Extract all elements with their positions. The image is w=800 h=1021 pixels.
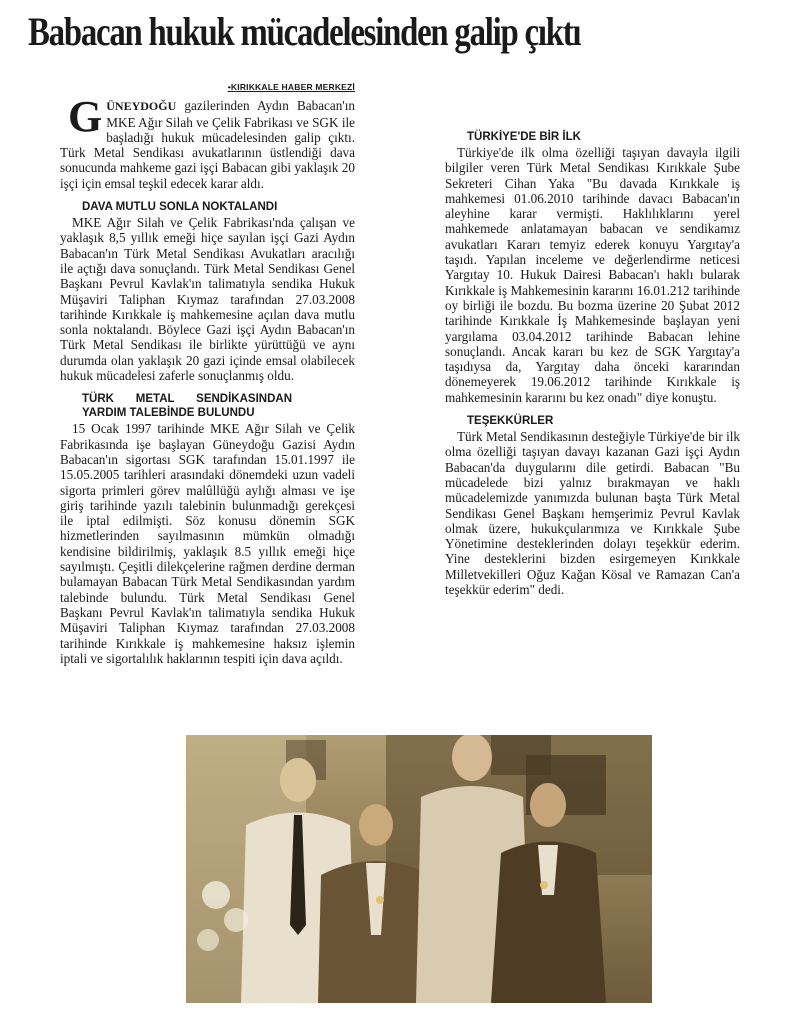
drop-cap: G — [68, 92, 103, 142]
section-1-text: MKE Ağır Silah ve Çelik Fabrikası'nda çalışan ve yaklaşık 8,5 yıllık emeği hiçe sayılan işçi Gazi Aydın Babacan'ın Türk Metal Sendikası Avukatları aracılığı ile açtığı dava sonuçlandı. Türk Metal Sendikası Genel Başkanı Pevrul Kavlak'ın talimatıyla sendika Hukuk Müşaviri Taliphan Kıymaz tarafından 27.03.2008 tarihinde Kırıkkale iş mahkemesine açılan dava mutlu sonla noktalandı. Böylece Gazi işçi Aydın Babacan'ın Türk Metal Sendikası ile birlikte yürüttüğü ve aynı durumda olan yaklaşık 20 gazi içinde emsal olabilecek hukuk mücadelesi zaferle sonuçlanmış oldu. — [60, 215, 355, 384]
section-4-text: Türk Metal Sendikasının desteğiyle Türkiye'de bir ilk olma özelliği taşıyan davayı kazanan Gazi işçi Aydın Babacan'da duygularını dile getirdi. Babacan "Bu mücadelede bizi yalnız bırakmayan ve haklı mücadelemizde yanımızda bulunan başta Türk Metal Sendikası Genel Başkanı hemşerimiz Pevrul Kavlak olmak üzere, hukukçularımıza ve Kırıkkale Şube Yönetimine desteklerinden dolayı teşekkür ederim. Yine desteklerini bizden esirgemeyen Kırıkkale Milletvekilleri Oğuz Kağan Kösal ve Ramazan Can'a teşekkür ederim" dedi. — [445, 429, 740, 598]
news-photo — [186, 735, 652, 1003]
byline: •KIRIKKALE HABER MERKEZİ — [227, 82, 355, 92]
article-column-left — [60, 80, 355, 666]
article-column-right — [445, 78, 740, 597]
subhead-tesekkurler: TEŞEKKÜRLER — [467, 415, 554, 428]
byline-text: KIRIKKALE HABER MERKEZİ — [230, 82, 355, 92]
lead-caps: ÜNEYDOĞU — [106, 99, 177, 114]
headline: Babacan hukuk mücadelesinden galip çıktı — [28, 9, 581, 54]
lead-text: gazilerinden Aydın Babacan'ın MKE Ağır Silah ve Çelik Fabrikası ve SGK ile başladığı hukuk mücadelesinden galip çıktı. Türk Metal Sendikası avukatlarının üstlendiği dava sonucunda mahkeme gazi işçi Babacan gibi yaklaşık 20 işçi için emsal teşkil edecek karar aldı. — [60, 98, 355, 191]
section-3-text: Türkiye'de ilk olma özelliği taşıyan davayla ilgili bilgiler veren Türk Metal Sendikası Kırıkkale Şube Sekreteri Cihan Yaka "Bu davada Kırıkkale iş mahkemesi 01.06.2010 tarihinde davacı Babacan'ın aleyhine karar vermişti. Haklılıklarını yerel mahkemede anlatamayan babacan ve sendikamız avukatları Kararı temyiz ederek konuyu Yargıtay'a taşıdı. Yapılan inceleme ve değerlendirme neticesi Yargıtay 10. Hukuk Dairesi Babacan'ı haklı bularak Kırıkkale iş Mahkemesinin kararını 16.01.212 tarihinde oy birliği ile bozdu. Bu bozma üzerine 20 Şubat 2012 tarihinde Kırıkkale İş Mahkemesinde başlayan yeni yargılama 03.04.2012 tarihinde Babacan lehine sonuçlandı. Ancak kararı bu kez de SGK Yargıtay'a taşıdıysa da, Yargıtay daha önceki kararından dönemeyerek 19.06.2012 tarihinde Kırıkkale iş mahkemesinin kararını bu kez onadı" diye konuştu. — [445, 145, 740, 405]
subhead-turkiyede-bir-ilk: TÜRKİYE'DE BİR İLK — [467, 131, 581, 143]
subhead-yardim-talebi: TÜRK METAL SENDİKASINDAN YARDIM TALEBİNDE BULUNDU — [82, 393, 292, 420]
subhead-dava-mutlu-sonla: DAVA MUTLU SONLA NOKTALANDI — [82, 201, 278, 214]
group-photo-image — [186, 735, 652, 1003]
lead-paragraph — [60, 92, 355, 191]
section-2-text: 15 Ocak 1997 tarihinde MKE Ağır Silah ve Çelik Fabrikasında işe başlayan Güneydoğu Gazisi Aydın Babacan'ın sigortası SGK tarafından 15.01.1997 ile 15.05.2005 tarihleri arasındaki dönemdeki uzun vadeli sigorta primleri görev malûllüğü aylığı alması ve işe giriş tarihinde yazılı talebinin bulunmadığı gerekçesi ile iptal edilmişti. Söz konusu dönemin SGK hizmetlerinden sayılmasının mümkün olmadığı kendisine bildirilmiş, yaklaşık 8.5 yıllık emeği hiçe sayılmıştı. Çeşitli dilekçelerine rağmen derdine derman bulamayan Babacan Türk Metal Sendikasından yardım talebinde bulundu. Türk Metal Sendikası Genel Başkanı Pevrul Kavlak'ın talimatıyla sendika Hukuk Müşaviri Taliphan Kıymaz tarafından 27.03.2008 tarihinde Kırıkkale iş mahkemesine haksız işlemin iptali ve sigortalılık haklarının tespiti için dava açıldı. — [60, 421, 355, 666]
